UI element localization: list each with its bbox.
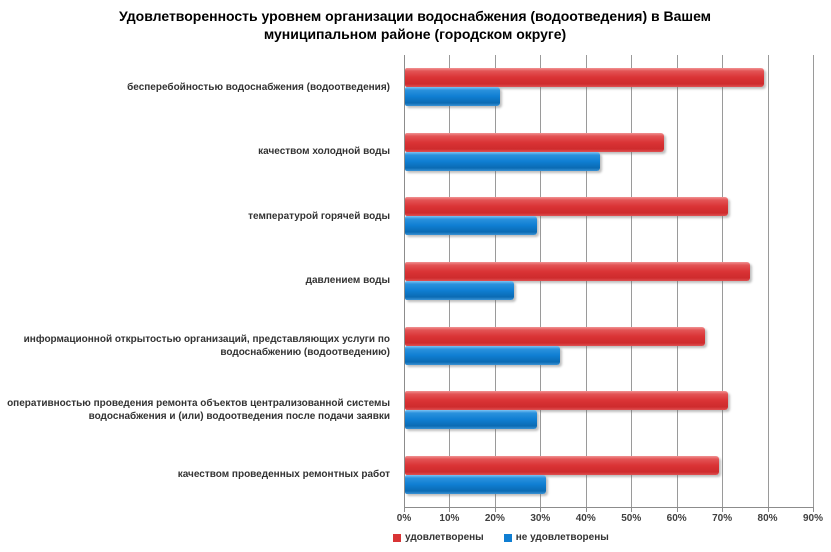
bar-satisfied-2 — [405, 197, 728, 216]
x-tick-mark — [495, 507, 496, 512]
bar-satisfied-4 — [405, 327, 705, 346]
legend — [393, 532, 609, 543]
gridline — [768, 55, 769, 507]
x-tick-mark — [631, 507, 632, 512]
category-axis-labels — [0, 55, 396, 507]
gridline — [677, 55, 678, 507]
x-tick-label: 10% — [439, 513, 460, 524]
bar-not-satisfied-4 — [405, 346, 560, 365]
x-tick-label: 90% — [802, 513, 823, 524]
x-tick-mark — [404, 507, 405, 512]
bar-satisfied-3 — [405, 262, 750, 281]
category-label: давлением воды — [305, 275, 390, 287]
x-tick-mark — [586, 507, 587, 512]
legend-item-not-satisfied — [504, 532, 609, 543]
bar-satisfied-5 — [405, 391, 728, 410]
bar-satisfied-0 — [405, 68, 764, 87]
legend-label: удовлетворены — [405, 532, 484, 543]
legend-item-satisfied — [393, 532, 484, 543]
gridline — [586, 55, 587, 507]
x-tick-mark — [722, 507, 723, 512]
category-label: качеством проведенных ремонтных работ — [177, 469, 390, 481]
x-tick-mark — [677, 507, 678, 512]
x-tick-label: 0% — [396, 513, 412, 524]
legend-swatch-icon — [504, 534, 512, 542]
bar-not-satisfied-1 — [405, 152, 600, 171]
gridline — [813, 55, 814, 507]
chart-title: Удовлетворенность уровнем организации водоснабжения (водоотведения) в Вашем муниципальном районе (городском округе) — [118, 8, 712, 42]
category-label: информационной открытостью организаций, представляющих услуги по водоснабжению (водоотведению) — [23, 333, 390, 358]
x-tick-label: 80% — [757, 513, 778, 524]
plot-area — [404, 55, 814, 508]
x-tick-label: 40% — [575, 513, 596, 524]
category-label: качеством холодной воды — [258, 146, 390, 158]
x-tick-mark — [813, 507, 814, 512]
bar-not-satisfied-6 — [405, 475, 546, 494]
category-label: оперативностью проведения ремонта объектов централизованной системы водоснабжения и (или) водоотведения после подачи заявки — [7, 398, 390, 423]
gridline — [722, 55, 723, 507]
bar-not-satisfied-0 — [405, 87, 500, 106]
category-label: бесперебойностью водоснабжения (водоотведения) — [127, 81, 390, 93]
gridline — [540, 55, 541, 507]
x-tick-label: 20% — [484, 513, 505, 524]
x-tick-label: 50% — [621, 513, 642, 524]
x-tick-mark — [449, 507, 450, 512]
bar-not-satisfied-2 — [405, 216, 537, 235]
bar-satisfied-6 — [405, 456, 719, 475]
legend-label: не удовлетворены — [515, 532, 609, 543]
x-tick-label: 30% — [530, 513, 551, 524]
legend-swatch-icon — [393, 534, 401, 542]
bar-not-satisfied-5 — [405, 410, 537, 429]
x-tick-mark — [768, 507, 769, 512]
x-tick-label: 60% — [666, 513, 687, 524]
x-tick-label: 70% — [712, 513, 733, 524]
gridline — [631, 55, 632, 507]
bar-not-satisfied-3 — [405, 281, 514, 300]
bar-satisfied-1 — [405, 133, 664, 152]
category-label: температурой горячей воды — [248, 210, 390, 222]
x-tick-mark — [540, 507, 541, 512]
